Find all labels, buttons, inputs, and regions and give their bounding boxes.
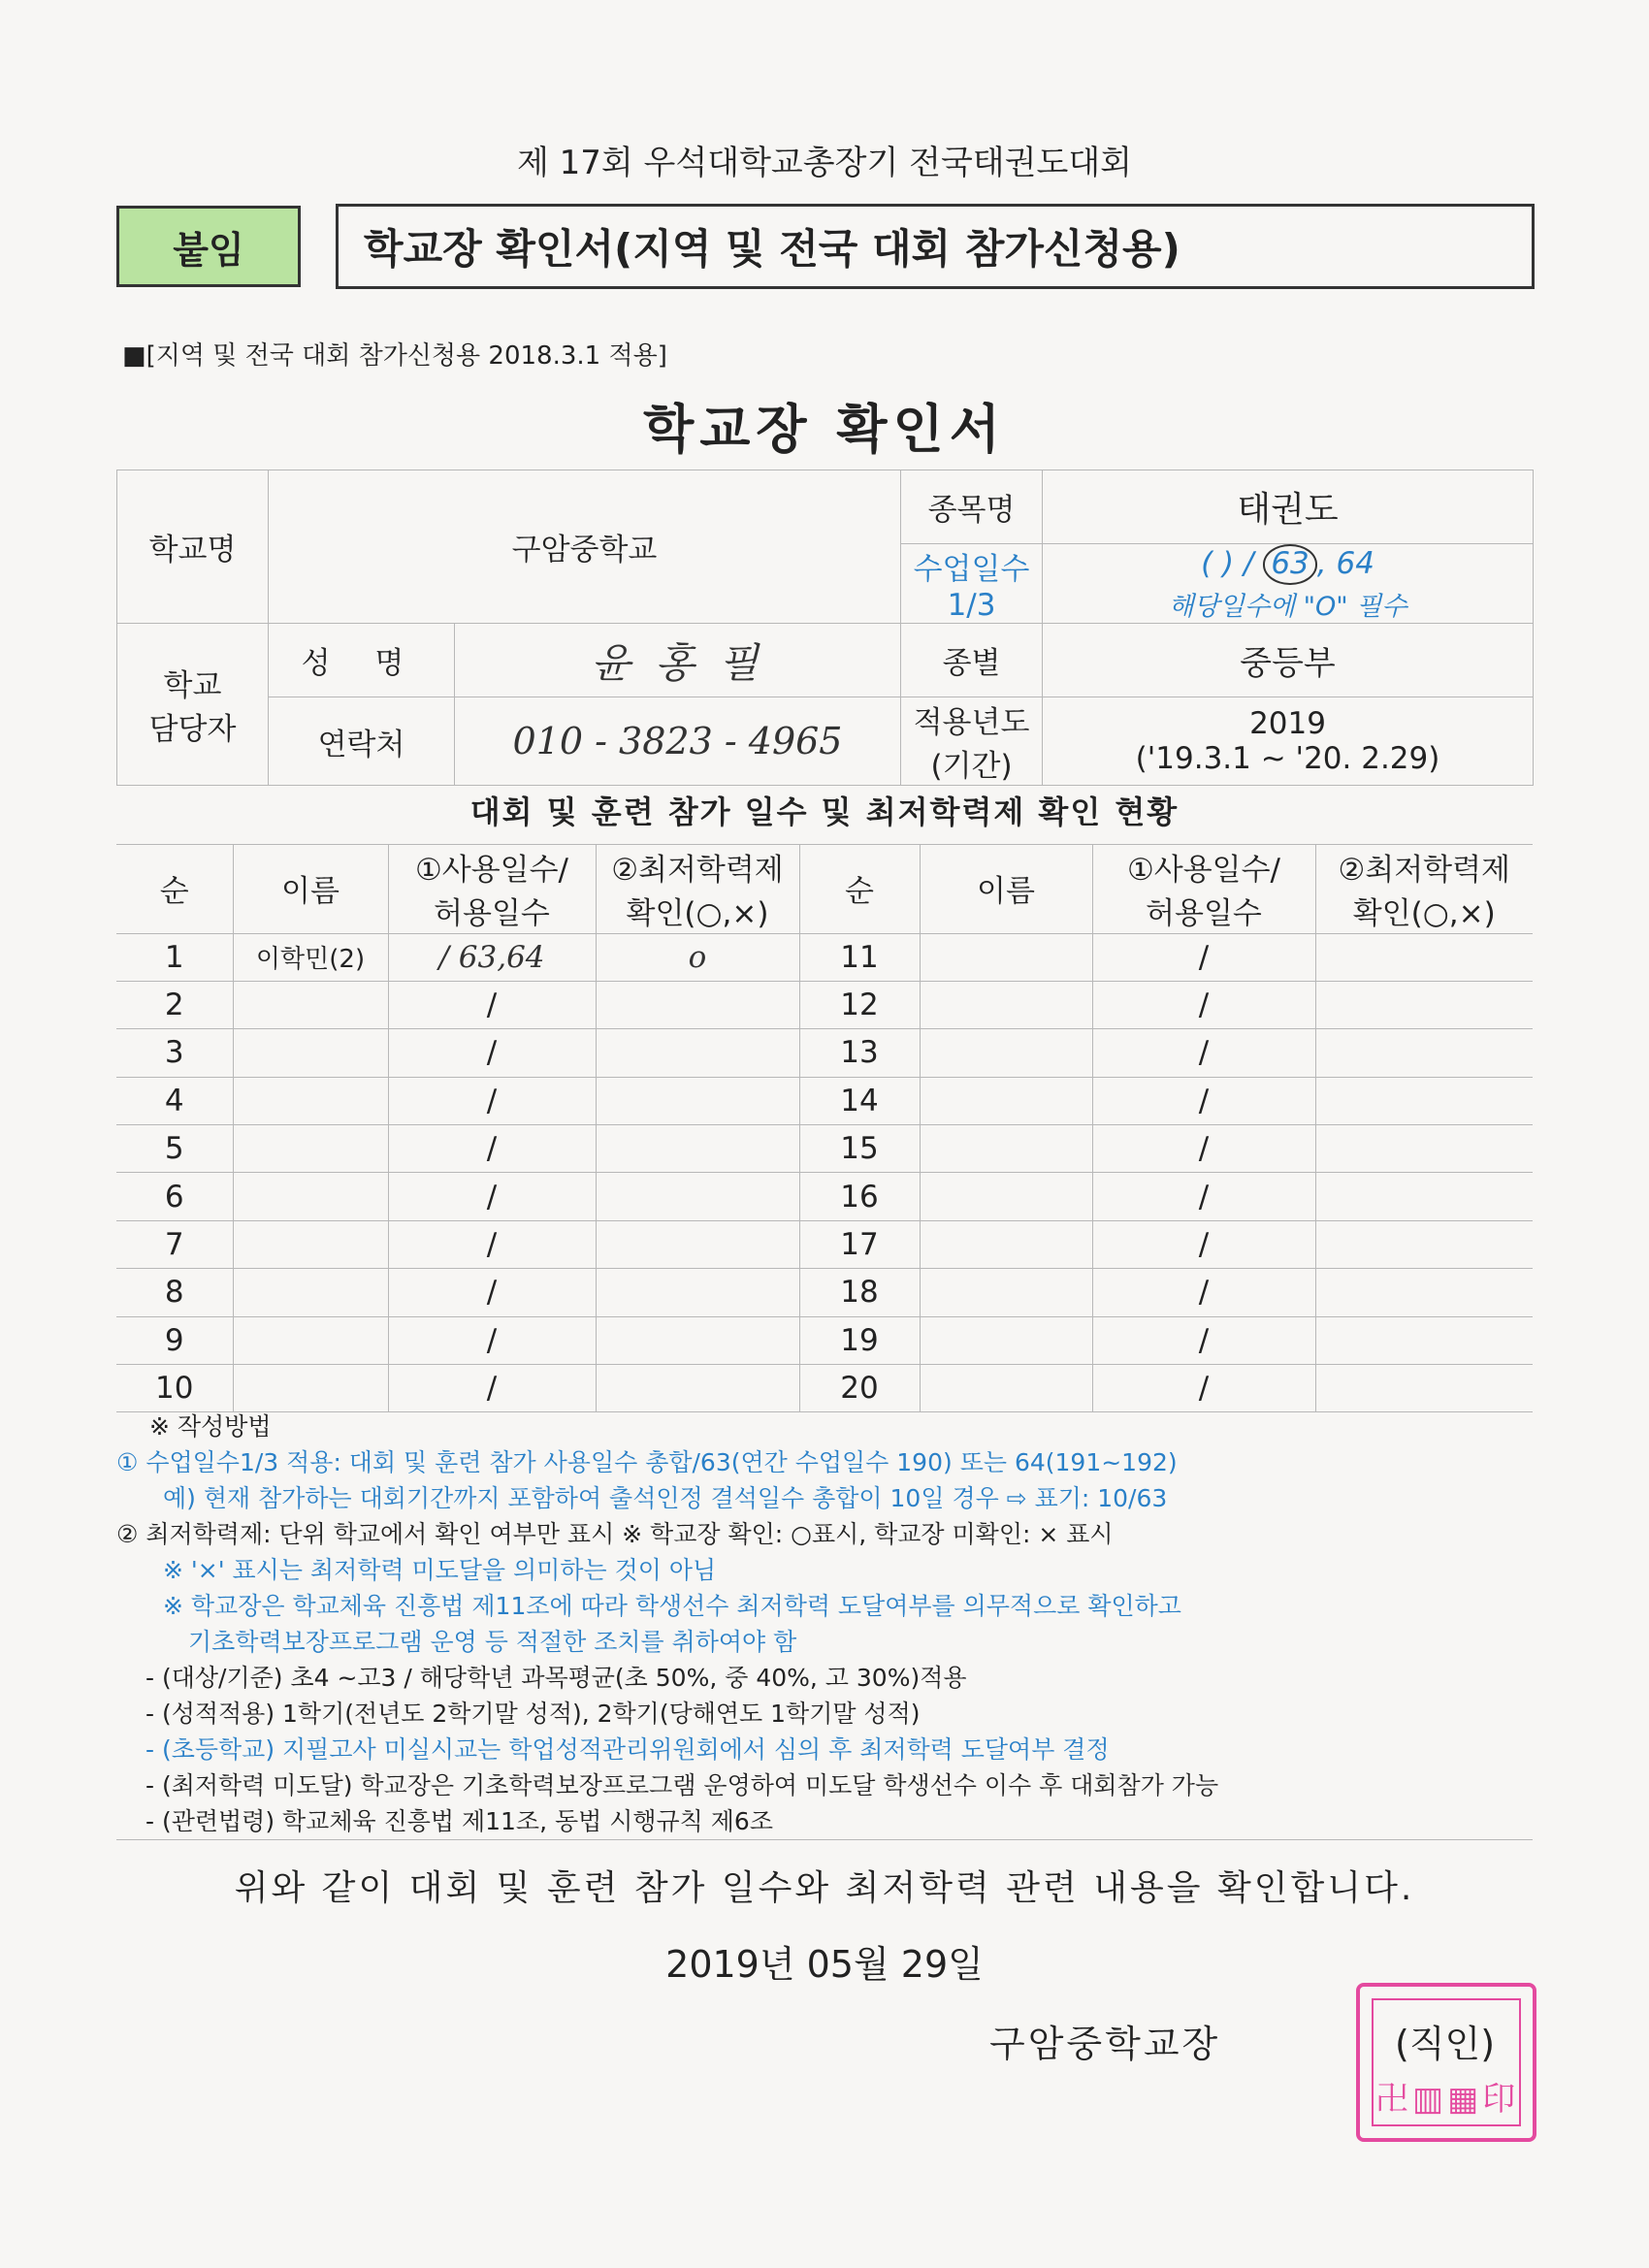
staff-label-line1: 학교 <box>163 668 222 703</box>
year-label <box>901 697 1043 786</box>
row-num: 5 <box>116 1125 233 1173</box>
header-min-left-2: 확인(○,×) <box>626 895 769 931</box>
issue-date: 2019년 05월 29일 <box>665 1943 984 1986</box>
row-name <box>233 1316 388 1364</box>
classdays-label-line1: 수업일수 <box>913 552 1030 587</box>
note-2: ② 최저학력제: 단위 학교에서 확인 여부만 표시 ※ 학교장 확인: ○표시, 학교장 미확인: × 표시 <box>116 1520 1114 1548</box>
bottom-rule <box>116 1839 1533 1840</box>
row-name <box>233 1269 388 1316</box>
row-min <box>596 1173 799 1220</box>
note-4b: 기초학력보장프로그램 운영 등 적절한 조치를 취하여야 함 <box>188 1628 797 1656</box>
row-days: / 63,64 <box>388 933 596 981</box>
row-num: 2 <box>116 981 233 1028</box>
header-min-right-1: ②최저학력제 <box>1338 852 1511 888</box>
confirmation-text: 위와 같이 대회 및 훈련 참가 일수와 최저학력 관련 내용을 확인합니다. <box>234 1868 1415 1908</box>
method-notes <box>116 1409 1533 1839</box>
principal-name: 구암중학교장 <box>989 2023 1221 2065</box>
table-row <box>116 1029 1533 1077</box>
row-min <box>1315 1077 1533 1124</box>
row-num: 15 <box>799 1125 920 1173</box>
row-name <box>920 1220 1092 1268</box>
seal-pattern: 卍▥▦印 <box>1375 2080 1520 2119</box>
row-min <box>1315 1365 1533 1412</box>
row-name <box>920 933 1092 981</box>
row-name <box>233 1220 388 1268</box>
table-row <box>116 1077 1533 1124</box>
row-min <box>596 1125 799 1173</box>
participation-table <box>116 844 1533 1412</box>
row-days: / <box>1092 933 1315 981</box>
row-name <box>233 1173 388 1220</box>
row-days: / <box>388 1173 596 1220</box>
classdays-post: , 64 <box>1316 546 1374 582</box>
row-num: 3 <box>116 1029 233 1077</box>
name-label: 성 명 <box>269 624 455 697</box>
row-num: 19 <box>799 1316 920 1364</box>
row-days: / <box>388 1125 596 1173</box>
row-num: 10 <box>116 1365 233 1412</box>
info-table <box>116 470 1534 786</box>
note-3: ※ '×' 표시는 최저학력 미도달을 의미하는 것이 아님 <box>163 1556 717 1584</box>
row-name <box>920 981 1092 1028</box>
table-row <box>116 981 1533 1028</box>
table-row <box>116 1125 1533 1173</box>
note-9: - (관련법령) 학교체육 진흥법 제11조, 동법 시행규칙 제6조 <box>146 1807 773 1835</box>
classdays-note: 해당일수에 "O" 필수 <box>1168 591 1407 622</box>
table-row <box>116 1365 1533 1412</box>
applied-note: ■[지역 및 전국 대회 참가신청용 2018.3.1 적용] <box>122 341 667 371</box>
row-num: 4 <box>116 1077 233 1124</box>
table-row <box>116 1269 1533 1316</box>
row-days: / <box>1092 1125 1315 1173</box>
row-days: / <box>388 1269 596 1316</box>
row-min <box>1315 1173 1533 1220</box>
row-min <box>1315 1316 1533 1364</box>
contact-value: 010 - 3823 - 4965 <box>455 697 901 786</box>
note-6: - (성적적용) 1학기(전년도 2학기말 성적), 2학기(당해연도 1학기말 성적) <box>146 1700 921 1728</box>
note-8: - (최저학력 미도달) 학교장은 기초학력보장프로그램 운영하여 미도달 학생선수 이수 후 대회참가 가능 <box>146 1771 1219 1799</box>
notes-heading: ※ 작성방법 <box>149 1412 272 1441</box>
row-name <box>920 1125 1092 1173</box>
header-num-right: 순 <box>799 844 920 933</box>
row-name: 이학민(2) <box>233 933 388 981</box>
row-min <box>596 1029 799 1077</box>
row-name <box>233 1077 388 1124</box>
row-name <box>920 1269 1092 1316</box>
row-min <box>1315 933 1533 981</box>
header-days-right <box>1092 844 1315 933</box>
row-min <box>596 981 799 1028</box>
header-min-left-1: ②최저학력제 <box>611 852 784 888</box>
row-min <box>596 1269 799 1316</box>
header-name-left: 이름 <box>233 844 388 933</box>
header-days-left-1: ①사용일수/ <box>414 852 569 888</box>
row-min <box>1315 981 1533 1028</box>
row-num: 17 <box>799 1220 920 1268</box>
row-num: 7 <box>116 1220 233 1268</box>
school-label: 학교명 <box>117 470 269 624</box>
school-value: 구암중학교 <box>269 470 901 624</box>
row-num: 12 <box>799 981 920 1028</box>
note-5: - (대상/기준) 초4 ~고3 / 해당학년 과목평균(초 50%, 중 40%, 고 30%)적용 <box>146 1664 967 1692</box>
row-name <box>233 1029 388 1077</box>
row-name <box>920 1316 1092 1364</box>
staff-label-line2: 담당자 <box>148 712 237 747</box>
row-min <box>596 1077 799 1124</box>
header-days-right-2: 허용일수 <box>1146 895 1262 931</box>
seal-label: (직인) <box>1395 2023 1496 2065</box>
header-num-left: 순 <box>116 844 233 933</box>
row-name <box>920 1365 1092 1412</box>
row-num: 13 <box>799 1029 920 1077</box>
note-1b: 예) 현재 참가하는 대회기간까지 포함하여 출석인정 결석일수 총합이 10일 경우 ⇨ 표기: 10/63 <box>163 1484 1168 1512</box>
event-label: 종목명 <box>901 470 1043 544</box>
row-days: / <box>1092 1269 1315 1316</box>
row-days: / <box>388 981 596 1028</box>
attachment-label: 붙임 <box>116 206 301 287</box>
section-title: 대회 및 훈련 참가 일수 및 최저학력제 확인 현황 <box>116 776 1533 845</box>
row-days: / <box>388 1316 596 1364</box>
header-name-right: 이름 <box>920 844 1092 933</box>
classdays-value <box>1043 544 1534 624</box>
row-min: o <box>596 933 799 981</box>
year-value-line1: 2019 <box>1249 706 1326 741</box>
row-min <box>1315 1125 1533 1173</box>
category-value: 중등부 <box>1043 624 1534 697</box>
row-name <box>920 1173 1092 1220</box>
note-1a: ① 수업일수1/3 적용: 대회 및 훈련 참가 사용일수 총합/63(연간 수업일수 190) 또는 64(191~192) <box>116 1448 1178 1476</box>
row-days: / <box>388 1077 596 1124</box>
row-min <box>596 1220 799 1268</box>
row-min <box>596 1316 799 1364</box>
row-days: / <box>1092 1077 1315 1124</box>
row-min <box>1315 1029 1533 1077</box>
classdays-label <box>901 544 1043 624</box>
row-num: 14 <box>799 1077 920 1124</box>
classdays-pre: ( ) / <box>1201 546 1254 582</box>
row-num: 8 <box>116 1269 233 1316</box>
row-num: 16 <box>799 1173 920 1220</box>
classdays-circled: 63 <box>1263 544 1316 584</box>
row-days: / <box>1092 981 1315 1028</box>
year-value-line2: ('19.3.1 ~ '20. 2.29) <box>1135 741 1440 776</box>
table-row <box>116 1220 1533 1268</box>
document-title: 학교장 확인서 <box>643 399 1006 460</box>
row-name <box>233 1125 388 1173</box>
row-days: / <box>1092 1316 1315 1364</box>
row-min <box>596 1365 799 1412</box>
table-row <box>116 1316 1533 1364</box>
row-min <box>1315 1269 1533 1316</box>
row-days: / <box>388 1029 596 1077</box>
row-num: 11 <box>799 933 920 981</box>
year-value <box>1043 697 1534 786</box>
row-days: / <box>1092 1365 1315 1412</box>
category-label: 종별 <box>901 624 1043 697</box>
row-days: / <box>1092 1173 1315 1220</box>
header-min-right <box>1315 844 1533 933</box>
note-7: - (초등학교) 지필고사 미실시교는 학업성적관리위원회에서 심의 후 최저학력 도달여부 결정 <box>146 1735 1110 1764</box>
row-num: 18 <box>799 1269 920 1316</box>
event-value: 태권도 <box>1043 470 1534 544</box>
row-name <box>233 981 388 1028</box>
table-row <box>116 1173 1533 1220</box>
staff-label <box>117 624 269 786</box>
row-num: 9 <box>116 1316 233 1364</box>
row-min <box>1315 1220 1533 1268</box>
row-num: 20 <box>799 1365 920 1412</box>
event-title: 제 17회 우석대학교총장기 전국태권도대회 <box>516 144 1133 182</box>
row-name <box>233 1365 388 1412</box>
row-days: / <box>388 1365 596 1412</box>
row-days: / <box>1092 1029 1315 1077</box>
year-label-line2: (기간) <box>930 749 1013 784</box>
header-days-right-1: ①사용일수/ <box>1126 852 1281 888</box>
header-min-left <box>596 844 799 933</box>
row-days: / <box>1092 1220 1315 1268</box>
row-days: / <box>388 1220 596 1268</box>
row-name <box>920 1029 1092 1077</box>
year-label-line1: 적용년도 <box>913 705 1030 740</box>
name-value: 윤 홍 필 <box>455 624 901 697</box>
header-min-right-2: 확인(○,×) <box>1352 895 1496 931</box>
row-num: 1 <box>116 933 233 981</box>
header-days-left-2: 허용일수 <box>434 895 550 931</box>
note-4a: ※ 학교장은 학교체육 진흥법 제11조에 따라 학생선수 최저학력 도달여부를 의무적으로 확인하고 <box>163 1592 1181 1620</box>
row-num: 6 <box>116 1173 233 1220</box>
header-title: 학교장 확인서(지역 및 전국 대회 참가신청용) <box>336 204 1535 289</box>
contact-label: 연락처 <box>269 697 455 786</box>
table-row <box>116 933 1533 981</box>
header-days-left <box>388 844 596 933</box>
row-name <box>920 1077 1092 1124</box>
classdays-label-line2: 1/3 <box>947 588 996 623</box>
